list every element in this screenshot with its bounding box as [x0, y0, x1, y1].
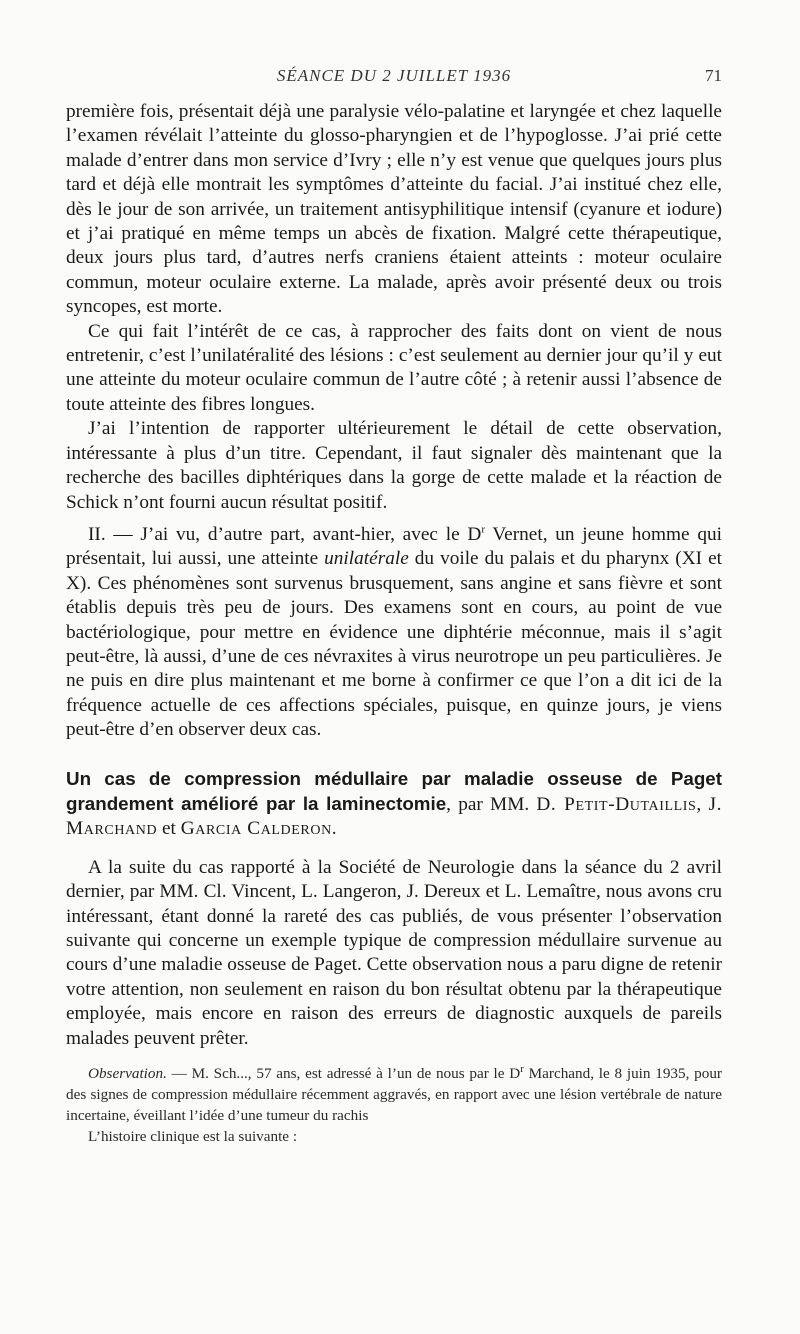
running-head	[66, 66, 722, 90]
running-head-title: SÉANCE DU 2 JUILLET 1936	[276, 66, 512, 85]
page-number: 71	[705, 66, 722, 85]
author-name: D. Petit-Dutaillis	[536, 793, 697, 815]
paragraph: J’ai l’intention de rapporter ultérieurement le détail de cette observation, intéressante à plus d’un titre. Cependant, il faut signaler dès maintenant que la recherche des bacilles diphtériques dans la gorge de cette malade et la réaction de Schick n’ont fourni aucun résultat positif.	[66, 418, 722, 513]
emphasis: unilatérale	[324, 548, 409, 570]
author-name: J. Marchand	[66, 793, 722, 840]
paragraph: Ce qui fait l’intérêt de ce cas, à rapprocher des faits dont on vient de nous entretenir, c’est l’unilatéralité des lésions : c’est seulement au dernier jour qu’il y eut une atteinte du moteur oculaire commun de l’autre côté ; à retenir aussi l’absence de toute atteinte des fibres longues.	[66, 320, 722, 415]
superscript: r	[481, 523, 485, 536]
text-run: Vernet, un jeune homme qui présentait, lui aussi, une atteinte	[66, 523, 722, 570]
article-heading	[66, 767, 722, 842]
observation-paragraph: L’histoire clinique est la suivante :	[88, 1128, 298, 1146]
article-title: Un cas de compression médullaire par maladie osseuse de Paget grandement amélioré par la laminectomie	[66, 767, 722, 814]
text-run: du voile du palais et du pharynx (XI et X). Ces phénomènes sont survenus brusquement, sans angine et sans fièvre et sont établis depuis très peu de jours. Des examens sont en cours, au point de vue bactériologique, pour mettre en évidence une diphtérie méconnue, mais il s’agit peut-être, là aussi, d’une de ces névraxites à virus neurotrope un peu particulières. Je ne puis en dire plus maintenant et me borne à confirmer ce que l’on a dit ici de la fréquence actuelle de ces affections spéciales, puisque, en quinze jours, je viens peut-être d’en observer deux cas.	[66, 548, 722, 741]
paragraph: A la suite du cas rapporté à la Société de Neurologie dans la séance du 2 avril dernier, par MM. Cl. Vincent, L. Langeron, J. Dereux et L. Lemaître, nous avons cru intéressant, étant donné la rareté des cas publiés, de vous présenter l’observation suivante qui concerne un exemple typique de compression médullaire survenue au cours d’une maladie osseuse de Paget. Cette observation nous a paru digne de retenir votre attention, non seulement en raison du bon résultat obtenu par la thérapeutique employée, mais encore en raison des erreurs de diagnostic auxquels de pareils malades peuvent prêter.	[66, 856, 722, 1049]
text-run: — M. Sch..., 57 ans, est adressé à l’un de nous par le D	[166, 1065, 521, 1083]
superscript: r	[520, 1062, 524, 1075]
body-text	[66, 100, 722, 1147]
observation-paragraph	[66, 1063, 722, 1126]
observation-label: Observation.	[88, 1065, 167, 1083]
text-run: , par MM.	[446, 793, 537, 815]
paragraph: première fois, présentait déjà une paralysie vélo-palatine et laryngée et chez laquelle l’examen révélait l’atteinte du glosso-pharyngien et de l’hypoglosse. J’ai prié cette malade d’entrer dans mon service d’Ivry ; elle n’y est venue que quelques jours plus tard et déjà elle montrait les symptômes d’atteinte du facial. J’ai institué chez elle, dès le jour de son arrivée, un traitement antisyphilitique intensif (cyanure et iodure) et j’ai pratiqué en même temps un abcès de fixation. Malgré cette thérapeutique, deux jours plus tard, d’autres nerfs craniens étaient atteints : moteur oculaire commun, moteur oculaire externe. La malade, après avoir présenté deux ou trois syncopes, est morte.	[66, 101, 722, 318]
observation-block	[66, 1063, 722, 1147]
text-run: .	[331, 818, 337, 840]
text-run: ,	[696, 793, 709, 815]
paragraph-section-ii	[66, 523, 722, 743]
text-run: Marchand, le 8 juin 1935, pour des signes de compression médullaire récemment aggravés, en rapport avec une lésion vertébrale de nature incertaine, éveillant l’idée d’une tumeur du rachis	[66, 1065, 722, 1125]
author-name: Garcia Calderon	[180, 818, 332, 840]
text-run: et	[157, 818, 181, 840]
text-run: II. — J’ai vu, d’autre part, avant-hier, avec le D	[88, 523, 482, 545]
